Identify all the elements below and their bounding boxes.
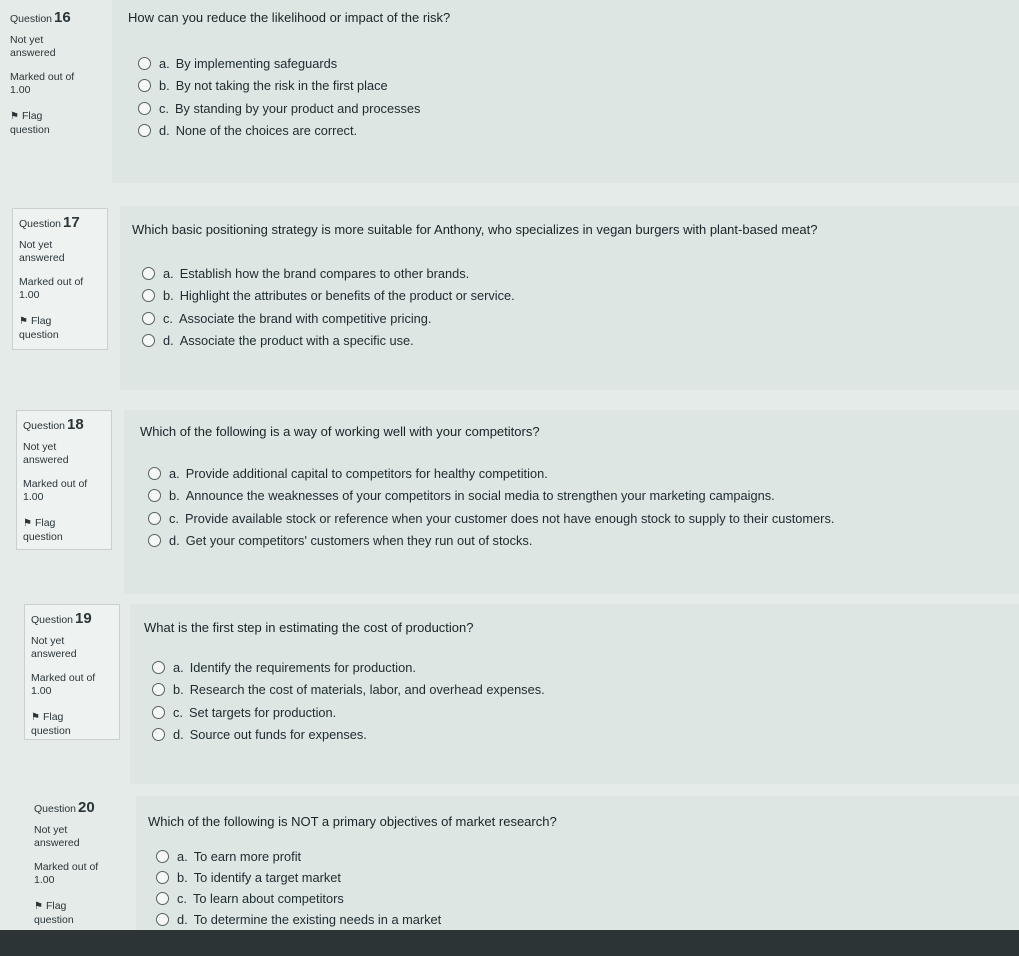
answer-option-c[interactable]: c. Associate the brand with competitive pricing. [142,307,515,330]
question-state: Not yet answered [34,823,80,850]
question-info [24,604,120,740]
answer-options [156,846,441,930]
answer-option-a[interactable]: a. Identify the requirements for production. [152,656,545,679]
question-text: What is the first step in estimating the cost of production? [144,620,474,635]
flag-question-button[interactable]: ⚑ Flag question [10,110,50,136]
radio-button[interactable] [152,661,165,674]
question-state: Not yet answered [19,238,65,265]
question-marks: Marked out of 1.00 [34,860,99,887]
radio-button[interactable] [156,892,169,905]
answer-option-b[interactable]: b. To identify a target market [156,867,441,888]
question-content [130,604,1019,784]
question-number: 18 [67,416,84,433]
question-content [120,206,1019,390]
radio-button[interactable] [152,706,165,719]
question-number: 19 [75,610,92,627]
radio-button[interactable] [148,467,161,480]
question-label: Question [19,218,62,230]
answer-options [138,52,420,142]
answer-option-a[interactable]: a. To earn more profit [156,846,441,867]
question-text: Which of the following is NOT a primary objectives of market research? [148,814,557,829]
answer-option-d[interactable]: d. To determine the existing needs in a market [156,909,441,930]
radio-button[interactable] [142,312,155,325]
question-state: Not yet answered [23,440,69,467]
flag-icon: ⚑ [10,111,19,123]
answer-option-b[interactable]: b. Announce the weaknesses of your competitors in social media to strengthen your marketing campaigns. [148,485,834,508]
radio-button[interactable] [138,124,151,137]
answer-option-d[interactable]: d. None of the choices are correct. [138,120,420,143]
answer-option-d[interactable]: d. Associate the product with a specific use. [142,330,515,353]
question-info [12,208,108,350]
flag-question-button[interactable]: ⚑ Flag question [23,517,63,543]
question-marks: Marked out of 1.00 [10,70,75,97]
answer-option-c[interactable]: c. Set targets for production. [152,701,545,724]
answer-options [148,462,834,552]
question-label: Question [31,614,74,626]
flag-question-button[interactable]: ⚑ Flag question [19,315,59,341]
answer-option-b[interactable]: b. Highlight the attributes or benefits of the product or service. [142,285,515,308]
answer-option-d[interactable]: d. Get your competitors' customers when they run out of stocks. [148,530,834,553]
radio-button[interactable] [148,512,161,525]
answer-options [142,262,515,352]
radio-button[interactable] [152,728,165,741]
question-info [16,410,112,550]
radio-button[interactable] [152,683,165,696]
question-info [28,794,124,928]
radio-button[interactable] [156,913,169,926]
question-state: Not yet answered [31,634,77,661]
flag-icon: ⚑ [31,712,40,724]
question-info [4,4,100,142]
question-label: Question [23,420,66,432]
question-content [124,410,1019,594]
question-state: Not yet answered [10,33,56,60]
radio-button[interactable] [156,850,169,863]
flag-question-button[interactable]: ⚑ Flag question [31,711,71,737]
question-text: Which of the following is a way of working well with your competitors? [140,424,540,439]
radio-button[interactable] [138,57,151,70]
question-marks: Marked out of 1.00 [23,477,88,504]
question-number: 20 [78,799,95,816]
answer-option-d[interactable]: d. Source out funds for expenses. [152,724,545,747]
question-marks: Marked out of 1.00 [31,671,96,698]
question-content [112,0,1019,183]
screen-bottom-edge [0,930,1019,956]
answer-option-c[interactable]: c. Provide available stock or reference when your customer does not have enough stock to supply to their customers. [148,507,834,530]
radio-button[interactable] [148,489,161,502]
radio-button[interactable] [138,79,151,92]
answer-option-b[interactable]: b. Research the cost of materials, labor, and overhead expenses. [152,679,545,702]
question-text: Which basic positioning strategy is more suitable for Anthony, who specializes in vegan burgers with plant-based meat? [132,222,818,237]
question-number: 17 [63,214,80,231]
question-label: Question [34,803,77,815]
flag-icon: ⚑ [23,518,32,530]
answer-option-c[interactable]: c. By standing by your product and processes [138,97,420,120]
radio-button[interactable] [148,534,161,547]
radio-button[interactable] [142,267,155,280]
radio-button[interactable] [156,871,169,884]
answer-option-c[interactable]: c. To learn about competitors [156,888,441,909]
answer-option-a[interactable]: a. Provide additional capital to competitors for healthy competition. [148,462,834,485]
answer-options [152,656,545,746]
radio-button[interactable] [138,102,151,115]
question-content [136,796,1019,930]
flag-icon: ⚑ [19,316,28,328]
answer-option-a[interactable]: a. By implementing safeguards [138,52,420,75]
flag-icon: ⚑ [34,901,43,913]
answer-option-a[interactable]: a. Establish how the brand compares to other brands. [142,262,515,285]
radio-button[interactable] [142,289,155,302]
question-number: 16 [54,9,71,26]
question-marks: Marked out of 1.00 [19,275,84,302]
question-text: How can you reduce the likelihood or impact of the risk? [128,10,451,25]
answer-option-b[interactable]: b. By not taking the risk in the first place [138,75,420,98]
radio-button[interactable] [142,334,155,347]
question-label: Question [10,13,53,25]
flag-question-button[interactable]: ⚑ Flag question [34,900,74,926]
